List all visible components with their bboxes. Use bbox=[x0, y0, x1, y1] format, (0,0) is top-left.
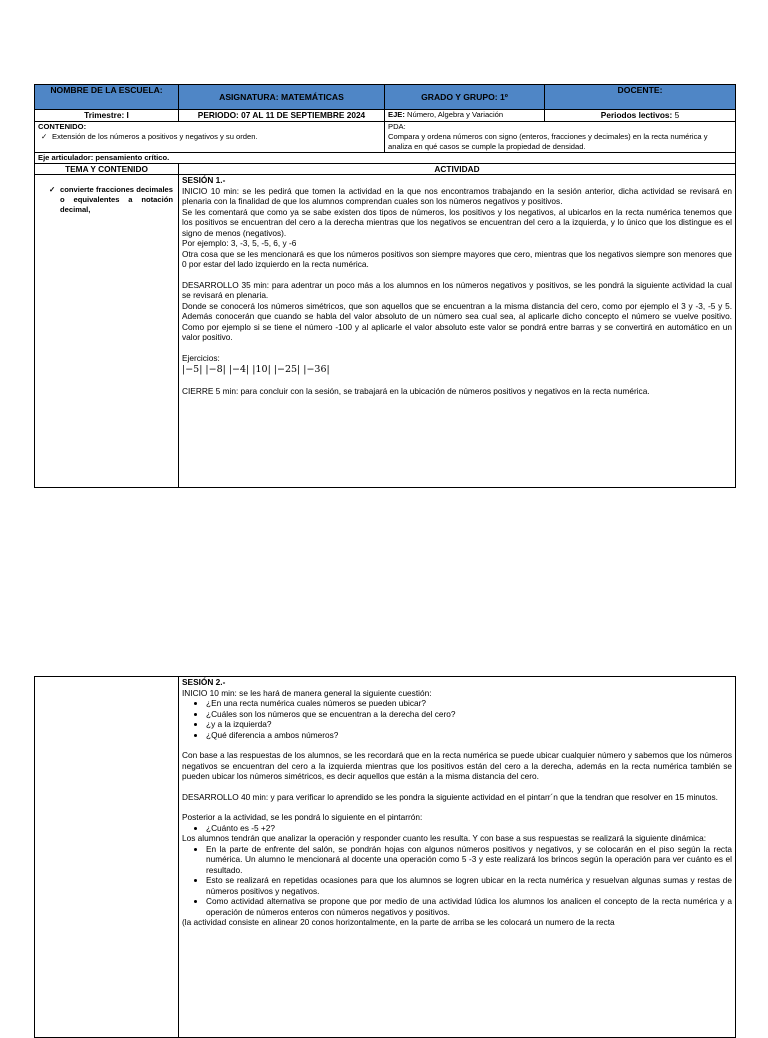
pda-cell bbox=[385, 121, 736, 152]
pda-text: Compara y ordena números con signo (enteros, fracciones y decimales) en la recta numérica y analiza en qué casos se cumple la propiedad de densidad. bbox=[388, 131, 708, 151]
session2-questions bbox=[182, 698, 732, 740]
tema-cell-page2 bbox=[35, 677, 179, 1038]
dynamics-item: • Esto se realizará en repetidas ocasiones para que los alumnos se logren ubicar en la recta numérica y resuelvan algunas sumas y restas de números positivos y negativos. bbox=[206, 875, 732, 896]
periods-label: Periodos lectivos: bbox=[600, 110, 673, 120]
axis-cell bbox=[385, 110, 545, 122]
session1-p1: INICIO 10 min: se les pedirá que tomen la actividad en la que nos encontramos trabajando en la sesión anterior, dicha actividad se revisará en plenaria con la finalidad de que los alumnos comprendan cuales son los números negativos y positivos. bbox=[182, 185, 732, 206]
planning-table-page2 bbox=[34, 676, 736, 1038]
board-question: • ¿Cuánto es -5 +2? bbox=[206, 823, 732, 834]
session2-cell bbox=[179, 677, 736, 1038]
planning-table-page1 bbox=[34, 84, 736, 488]
session1-p2: Se les comentará que como ya se sabe existen dos tipos de números, los positivos y los negativos, al ubicarlos en la recta numérica tenemos que los positivos se encuentran del cero a la derecha mientras que los negativos se encuentran del cero a la izquierda, y lo único que los distingue es el signo de menos (negativos). bbox=[182, 206, 732, 238]
period-cell: PERIODO: 07 AL 11 DE SEPTIEMBRE 2024 bbox=[179, 110, 385, 122]
col-actividad-header: ACTIVIDAD bbox=[179, 163, 736, 175]
axis-value: Número, Algebra y Variación bbox=[404, 110, 504, 119]
session1-title: SESIÓN 1.- bbox=[182, 175, 226, 185]
eje-articulador: Eje articulador: pensamiento crítico. bbox=[35, 152, 736, 163]
exercises-label: Ejercicios: bbox=[182, 352, 220, 363]
question-item: • ¿Qué diferencia a ambos números? bbox=[206, 730, 732, 741]
school-header: NOMBRE DE LA ESCUELA: bbox=[35, 85, 179, 110]
pda-label: PDA: bbox=[388, 121, 406, 131]
session1-p7: CIERRE 5 min: para concluir con la sesión, se trabajará en la ubicación de números positivos y negativos en la recta numérica. bbox=[182, 386, 650, 396]
session2-p3: Posterior a la actividad, se les pondrá lo siguiente en el pintarrón: bbox=[182, 812, 423, 822]
exercises-formula: |−5| |−8| |−4| |10| |−25| |−36| bbox=[182, 364, 330, 375]
session1-p6: Donde se conocerá los números simétricos, que son aquellos que se encuentran a la misma distancia del cero, como por ejemplo el 3 y -3, -5 y 5. Además conocerán que cuando se habla del valor absoluto de un número sea cual sea, al aplicarle dicho concepto el número se vuelve positivo. Como por ejemplo si se tiene el número -100 y al aplicarle el valor absoluto este valor se pondrá entre barras y se convertirá en automático en un valor positivo. bbox=[182, 300, 732, 342]
dynamics-item: • Como actividad alternativa se propone que por medio de una actividad lúdica los alumnos los analicen el concepto de la recta numérica y a operación de números enteros con números negativos y positivos. bbox=[206, 896, 732, 917]
subject-header: ASIGNATURA: MATEMÁTICAS bbox=[179, 85, 385, 110]
session2-p5: (la actividad consiste en alinear 20 conos horizontalmente, en la parte de arriba se les colocará un numero de la recta bbox=[182, 917, 615, 927]
periods-value: 5 bbox=[672, 110, 680, 120]
contenido-item: ✓ Extensión de los números a positivos y negativos y su orden. bbox=[52, 132, 381, 142]
question-item: • ¿En una recta numérica cuales números se pueden ubicar? bbox=[206, 698, 732, 709]
grade-header: GRADO Y GRUPO: 1º bbox=[385, 85, 545, 110]
dynamics-list bbox=[182, 844, 732, 918]
session2-p2: DESARROLLO 40 min: y para verificar lo aprendido se les pondra la siguiente actividad en el pintarr´n que la tendran que resolver en 15 minutos. bbox=[182, 791, 718, 802]
session1-cell bbox=[179, 175, 736, 488]
session2-p4: Los alumnos tendrán que analizar la operación y responder cuanto les resulta. Y con base a sus respuestas se realizará la siguiente dinámica: bbox=[182, 833, 707, 843]
session1-p5: DESARROLLO 35 min: para adentrar un poco más a los alumnos en los números negativos y positivos, se les pondrá la siguiente actividad la cual se revisará en plenaria. bbox=[182, 279, 732, 300]
question-item: • ¿y a la izquierda? bbox=[206, 719, 732, 730]
tema-item: ✓ convierte fracciones decimales o equivalentes a notación decimal, bbox=[60, 185, 175, 215]
contenido-label: CONTENIDO: bbox=[38, 121, 87, 131]
contenido-cell bbox=[35, 121, 385, 152]
periods-cell bbox=[545, 110, 736, 122]
teacher-header: DOCENTE: bbox=[545, 85, 736, 110]
session2-intro: INICIO 10 min: se les hará de manera general la siguiente cuestión: bbox=[182, 687, 432, 698]
session2-title: SESIÓN 2.- bbox=[182, 677, 226, 687]
session1-p3: Por ejemplo: 3, -3, 5, -5, 6, y -6 bbox=[182, 238, 297, 248]
dynamics-item: • En la parte de enfrente del salón, se pondrán hojas con algunos números positivos y negativos, y se colocarán en el piso según la recta numérica. Un alumno le mencionará al docente una operación como 5 -3 y este realizará los brincos según la operación para ver cuánto es el resultado. bbox=[206, 844, 732, 876]
session1-p4: Otra cosa que se les mencionará es que los números positivos son siempre mayores que cero, mientras que los negativos siempre son menores que 0 por estar del lado izquierdo en la recta numérica. bbox=[182, 248, 732, 269]
tema-cell bbox=[35, 175, 179, 488]
axis-label: EJE: bbox=[388, 110, 405, 119]
question-item: • ¿Cuáles son los números que se encuentran a la derecha del cero? bbox=[206, 709, 732, 720]
col-tema-header: TEMA Y CONTENIDO bbox=[35, 163, 179, 175]
trimester-cell: Trimestre: I bbox=[35, 110, 179, 122]
session2-p1: Con base a las respuestas de los alumnos, se les recordará que en la recta numérica se puede ubicar cualquier número y sabemos que los números negativos se encuentran del cero a la izquierda mientras que los positivos están del cero a la derecha, además en la recta numérica también se pueden ubicar los números simétricos, es decir aquellos que están a la misma distancia del cero. bbox=[182, 750, 732, 781]
